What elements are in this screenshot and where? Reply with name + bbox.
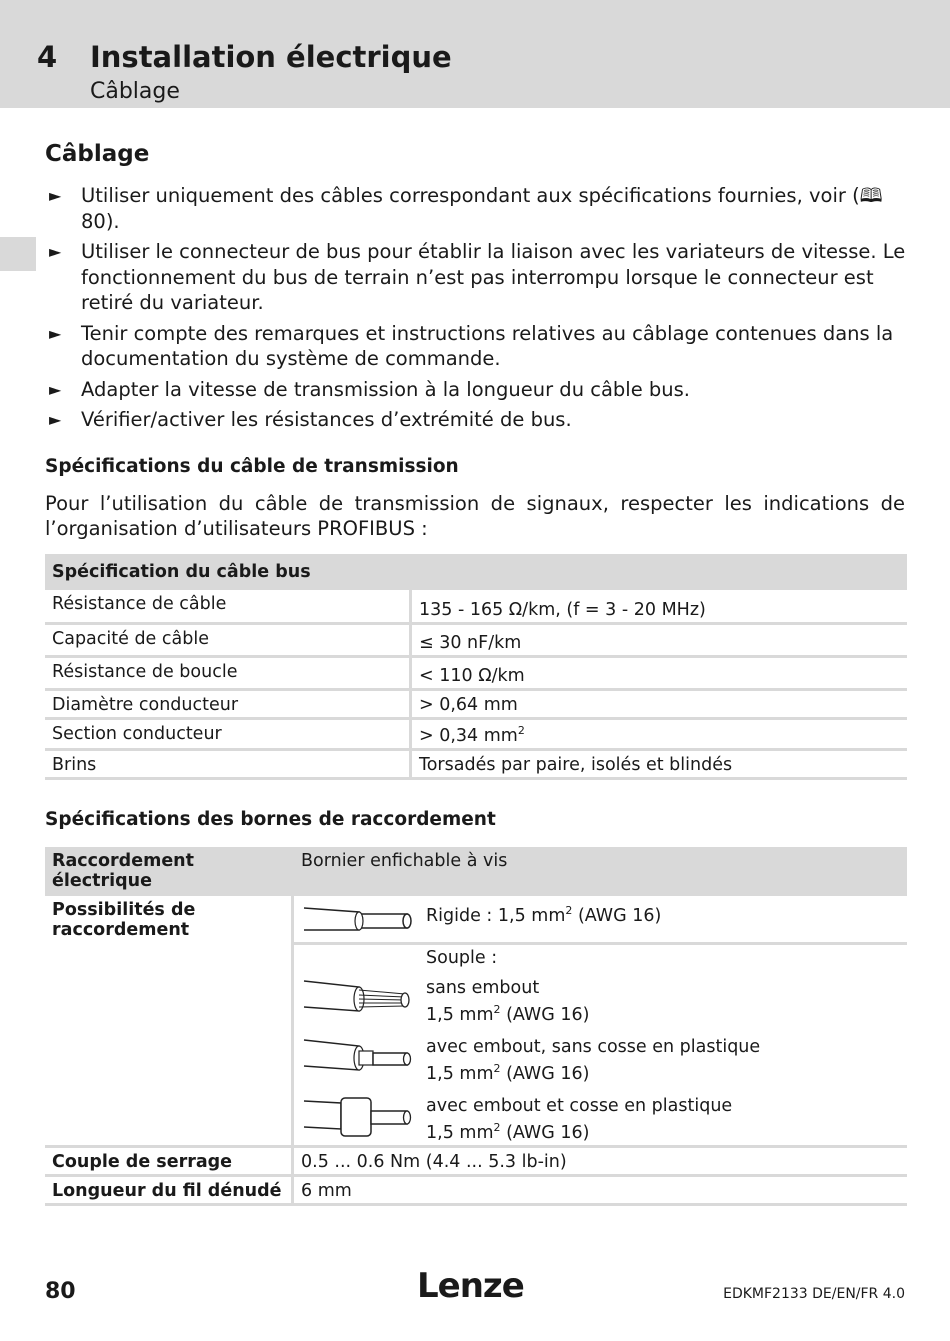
list-item — [45, 407, 910, 433]
bullet-arrow-icon: ► — [49, 379, 62, 399]
ferrule-wire-icon — [301, 1036, 416, 1082]
row-value: < 110 Ω/km — [409, 658, 907, 691]
row-value: Bornier enfichable à vis — [291, 847, 907, 896]
table-row — [45, 751, 907, 780]
row-value: Rigide : 1,5 $mm^2$ (AWG 16) — [291, 896, 907, 945]
row-value: > 0,64 mm — [409, 691, 907, 720]
row-value: 135 - 165 Ω/km, (f = 3 - 20 MHz) — [409, 590, 907, 625]
section-title: Câblage — [45, 141, 150, 167]
row-value: ≤ 30 nF/km — [409, 625, 907, 658]
row-label: Résistance de câble — [45, 590, 409, 625]
table-header: Spécification du câble bus — [45, 554, 907, 590]
instruction-list — [45, 183, 910, 438]
list-item — [45, 377, 910, 403]
table-row — [45, 720, 907, 751]
chapter-number: 4 — [37, 40, 58, 74]
list-item-text: Utiliser le connecteur de bus pour établir la liaison avec les variateurs de vitesse. Le fonctionnement du bus de terrain n’est pas interrompu lorsque le connecteur est retiré du variateur. — [81, 240, 906, 314]
page-number: 80 — [45, 1279, 76, 1304]
row-value: Torsadés par paire, isolés et blindés — [409, 751, 907, 780]
table-row — [45, 847, 907, 896]
table-row — [45, 625, 907, 658]
row-value: > 0,34 $mm^2$ — [409, 720, 907, 751]
chapter-side-marker — [0, 237, 36, 271]
list-item-text: Utiliser uniquement des câbles correspondant aux spécifications fournies, voir (🕮 80). — [81, 184, 883, 233]
list-item — [45, 321, 910, 372]
cable-spec-heading: Spécifications du câble de transmission — [45, 456, 459, 477]
row-label: Possibilités de raccordement — [45, 896, 291, 1148]
insulated-ferrule-wire-icon — [301, 1095, 416, 1141]
chapter-subtitle: Câblage — [90, 79, 180, 104]
row-label: Diamètre conducteur — [45, 691, 409, 720]
document-reference: EDKMF2133 DE/EN/FR 4.0 — [723, 1286, 905, 1302]
row-label: Section conducteur — [45, 720, 409, 751]
cable-spec-table — [45, 554, 907, 780]
row-value: 6 mm — [291, 1177, 907, 1206]
table-row — [45, 896, 907, 945]
cable-spec-intro: Pour l’utilisation du câble de transmission de signaux, respecter les indications de l’organisation d’utilisateurs PROFIBUS : — [45, 492, 905, 540]
list-item-text: Vérifier/activer les résistances d’extrémité de bus. — [81, 408, 572, 431]
row-label: Résistance de boucle — [45, 658, 409, 691]
list-item-text: Adapter la vitesse de transmission à la longueur du câble bus. — [81, 377, 691, 401]
chapter-title: Installation électrique — [90, 40, 452, 74]
bullet-arrow-icon: ► — [49, 323, 62, 343]
solid-wire-icon — [301, 900, 416, 940]
table-row — [45, 691, 907, 720]
table-row — [45, 1177, 907, 1206]
table-row — [45, 1148, 907, 1177]
row-value: 0.5 ... 0.6 Nm (4.4 ... 5.3 lb-in) — [291, 1148, 907, 1177]
row-label: Longueur du fil dénudé — [45, 1177, 291, 1206]
bullet-arrow-icon: ► — [49, 242, 62, 261]
terminal-spec-heading: Spécifications des bornes de raccordement — [45, 809, 496, 830]
list-item — [45, 239, 910, 316]
row-label: Capacité de câble — [45, 625, 409, 658]
row-label: Brins — [45, 751, 409, 780]
bullet-arrow-icon: ► — [49, 410, 62, 429]
list-item-text: Tenir compte des remarques et instructions relatives au câblage contenues dans la documentation du système de commande. — [81, 321, 894, 370]
row-value: Souple : sans embout 1,5 $mm^2$ (AWG 16) avec embout, sans cosse en plastique 1,5 $mm^2$ (AWG 16) avec embout et cosse en plastique 1,5 $mm^2$ (AWG 16) — [291, 945, 907, 1148]
row-label: Raccordement électrique — [45, 847, 291, 896]
list-item — [45, 183, 910, 234]
terminal-spec-table — [45, 847, 907, 1206]
flexible-title: Souple : — [426, 948, 498, 968]
table-row — [45, 590, 907, 625]
row-label: Couple de serrage — [45, 1148, 291, 1177]
chapter-header — [0, 0, 950, 108]
bullet-arrow-icon: ► — [49, 186, 62, 205]
lenze-logo: Lenze — [417, 1266, 524, 1306]
table-row — [45, 658, 907, 691]
stranded-wire-icon — [301, 977, 416, 1023]
